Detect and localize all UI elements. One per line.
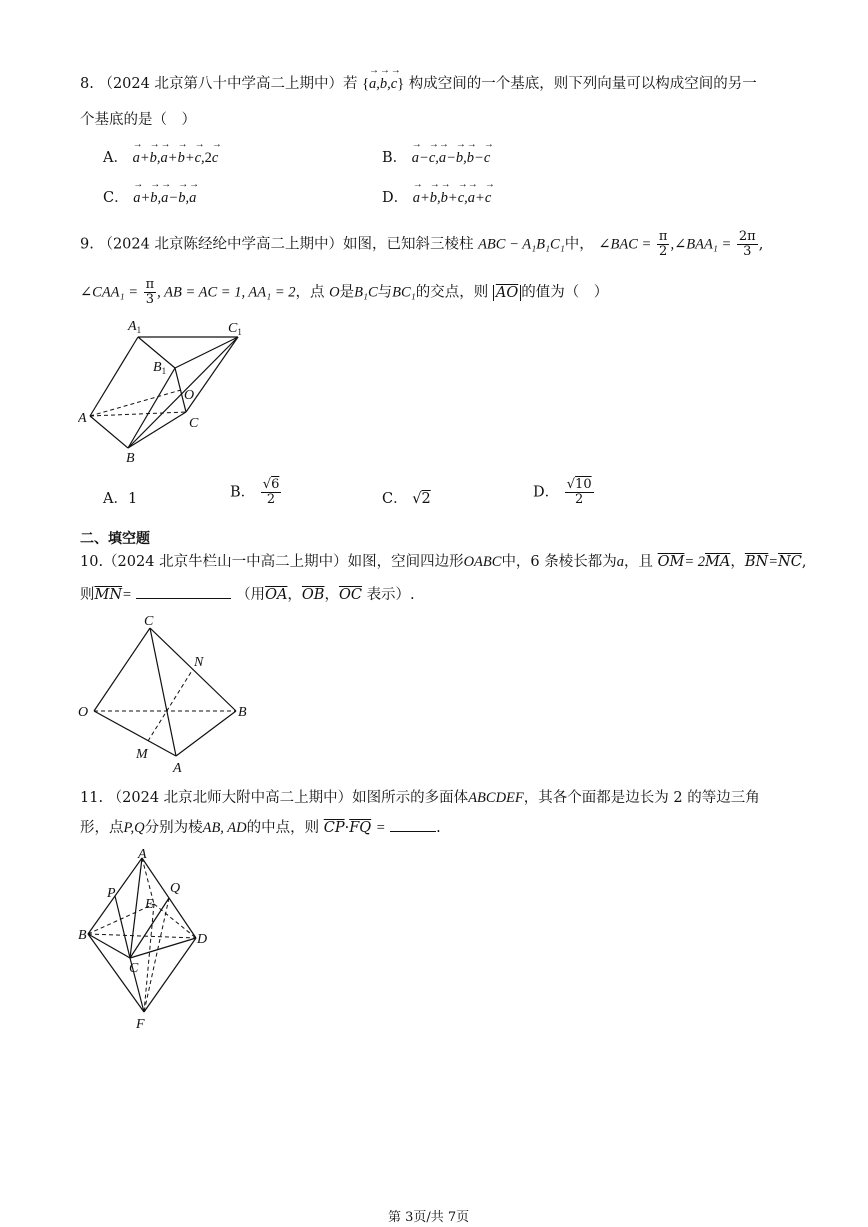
q9-label-c1: $C_1$ xyxy=(228,321,242,337)
q9-label-c: C xyxy=(189,416,199,431)
q9-label-b1: $B_1$ xyxy=(153,360,167,376)
q11-label-e: E xyxy=(145,897,154,912)
q9-label-a: A xyxy=(78,411,87,426)
q9-prism-name: ABC − A₁B₁C₁ xyxy=(478,236,565,253)
q8-stem-line1 xyxy=(80,72,757,93)
section-fill-in-title: 二、填空题 xyxy=(80,531,150,547)
q9-option-b: B． $\frac{√6}{2}$ xyxy=(230,477,280,507)
q11-label-p: P xyxy=(107,886,116,901)
q10-label-c: C xyxy=(144,614,154,629)
page-footer: 第 3页/共 7页 xyxy=(388,1210,470,1225)
q8-option-b: B． → a−→ c,→ a−→ b,→ b−→ c xyxy=(382,146,490,167)
q8-option-d: D． → a+→ b,→ b+→ c,→ a+→ c xyxy=(382,186,491,207)
q10-stem-line1: 10.（2024 北京牛栏山一中高二上期中）如图，空间四边形OABC中，6 条棱长都为a，且 $\overline{OM}= 2\overline{MA}$，$\overline{BN}=\overline{NC}$, xyxy=(80,554,807,570)
q8-basis-set: {→ a,→ b,→ c} xyxy=(362,76,404,92)
q8-stem-line2: 个基底的是（ ） xyxy=(80,112,196,128)
q9-label-b: B xyxy=(126,451,135,466)
q11-label-c: C xyxy=(129,961,139,976)
q10-answer-blank[interactable] xyxy=(136,598,231,599)
q10-stem-line2: 则$\overline{MN}=$ （用$\overline{OA}$，$\overline{OB}$，$\overline{OC}$ 表示）. xyxy=(80,587,415,603)
q8-option-a: A． → a+→ b,→ a+→ b+→ c,2→ c xyxy=(103,146,218,167)
q9-prism-figure xyxy=(78,316,258,466)
q11-answer-blank[interactable] xyxy=(390,831,436,832)
q8-option-c: C． → a+→ b,→ a−→ b,→ a xyxy=(103,186,196,207)
q10-label-b: B xyxy=(238,705,247,720)
q11-stem-line2: 形，点P,Q分别为棱AB, AD的中点，则 $\overline{CP}\cdot\overline{FQ}$ = . xyxy=(80,820,441,836)
q9-label-a1: $A_1$ xyxy=(128,319,142,335)
q10-label-n: N xyxy=(194,655,204,670)
q11-label-a: A xyxy=(138,847,147,862)
q9-option-d: D． $\frac{√10}{2}$ xyxy=(533,477,592,507)
q10-label-a: A xyxy=(173,761,182,776)
q8-stem-text-2: 构成空间的一个基底，则下列向量可以构成空间的另一 xyxy=(408,76,757,92)
q9-option-a: A．1 xyxy=(103,491,138,507)
q11-label-d: D xyxy=(197,932,208,947)
q9-label-o: O xyxy=(184,388,195,403)
q11-label-q: Q xyxy=(170,881,181,896)
q10-label-o: O xyxy=(78,705,89,720)
q9-option-c: C． √2 xyxy=(382,491,431,507)
q9-vector-ao: $\overline{AO}$ xyxy=(495,284,519,301)
q10-tetrahedron-figure xyxy=(76,608,256,778)
q11-stem-line1: 11. （2024 北京北师大附中高二上期中）如图所示的多面体ABCDEF，其各个面都是边长为 2 的等边三角 xyxy=(80,790,760,806)
q11-label-f: F xyxy=(136,1017,145,1032)
q9-stem-line1: 9. （2024 北京陈经纶中学高二上期中）如图，已知斜三棱柱 ABC − A₁B₁C₁中， ∠BAC = $\frac{\pi}{2}$ ,∠BAA₁ = $\frac{2\pi}{3}$ , xyxy=(80,229,764,259)
q11-octahedron-figure xyxy=(74,842,224,1034)
q10-label-m: M xyxy=(136,747,148,762)
q8-stem-text: 8. （2024 北京第八十中学高二上期中）若 xyxy=(80,76,358,92)
q11-label-b: B xyxy=(78,928,87,943)
q9-stem-line2: ∠CAA₁ = $\frac{\pi}{3}$ , AB = AC = 1, AA₁ = 2，点 O是B₁C与BC₁的交点，则 $\overline{AO}$ 的值为（ ） xyxy=(80,277,609,307)
